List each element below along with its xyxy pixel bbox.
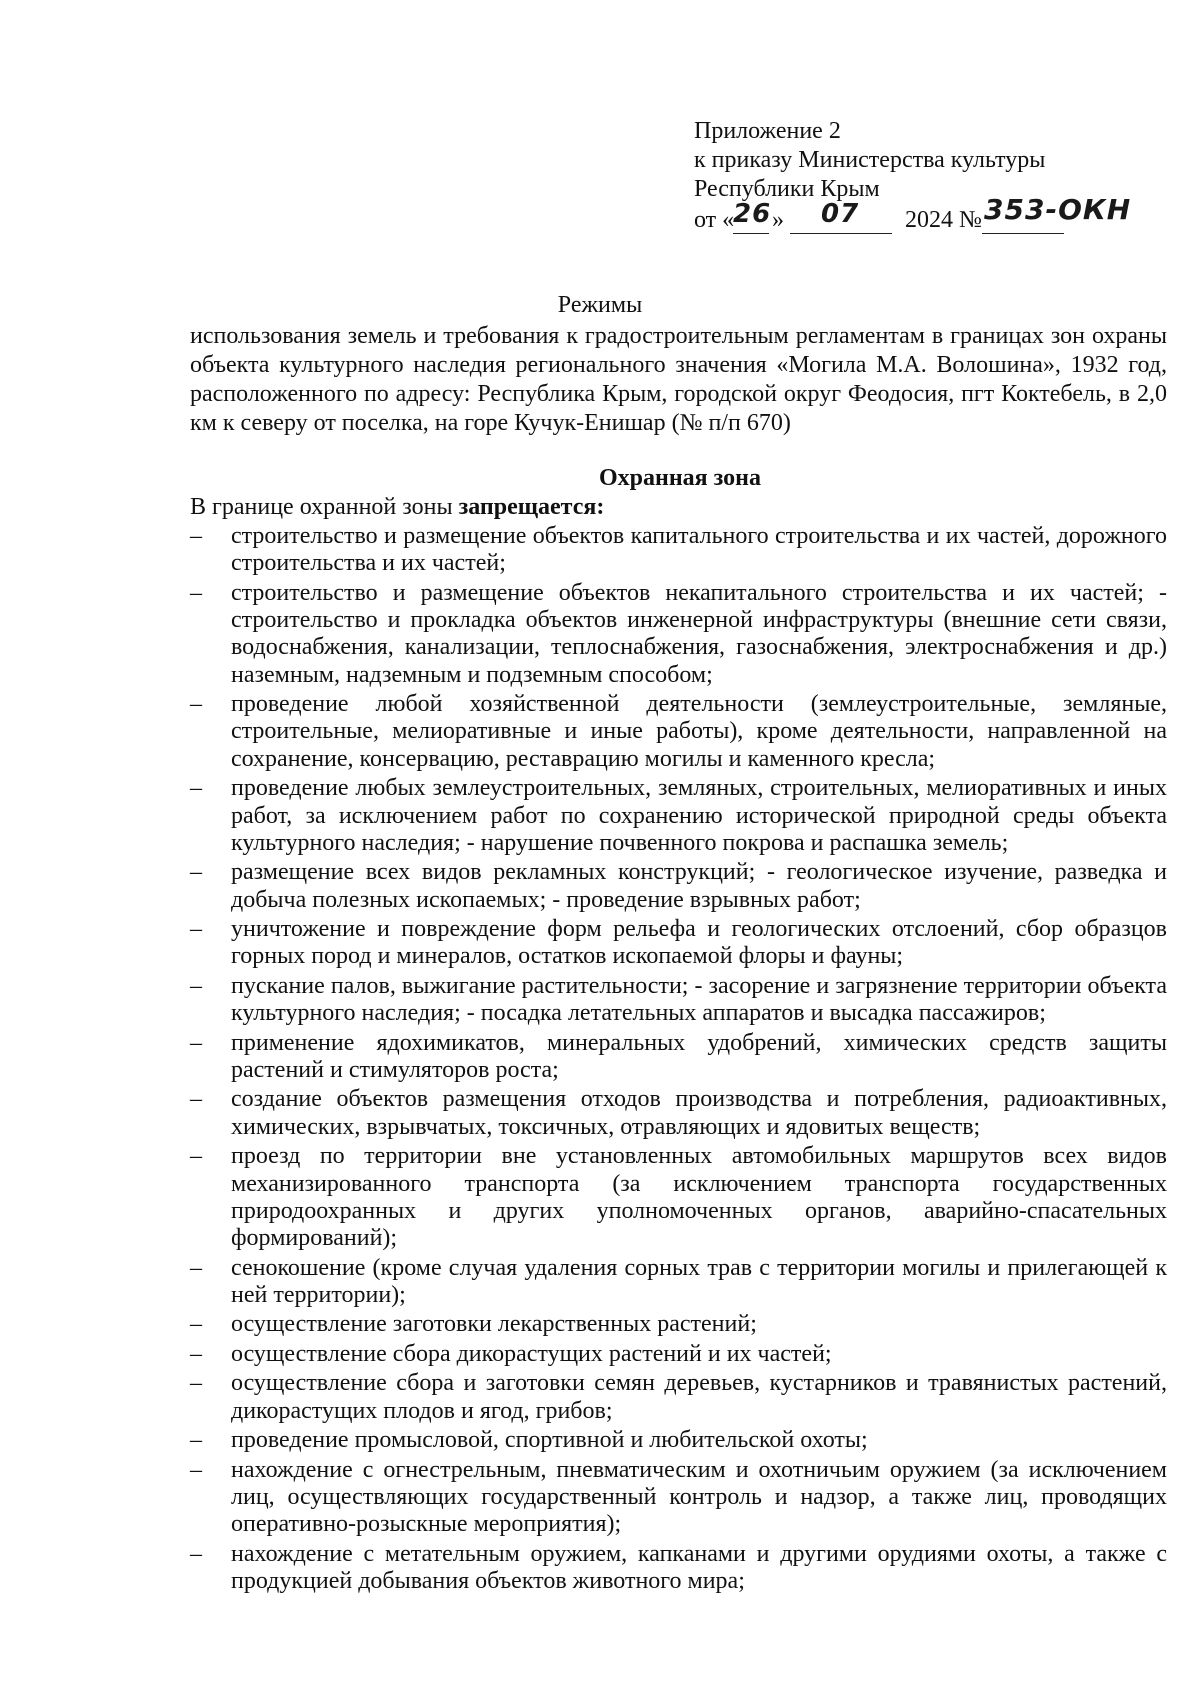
- order-number-handwritten: 353-ОКН: [984, 193, 1132, 226]
- list-dash-marker: –: [190, 916, 202, 943]
- section-title: Охранная зона: [599, 465, 761, 491]
- date-mid: »: [772, 207, 784, 233]
- list-dash-marker: –: [190, 1370, 202, 1397]
- list-dash-marker: –: [190, 523, 202, 549]
- list-dash-marker: –: [190, 972, 202, 999]
- list-dash-marker: –: [190, 1029, 202, 1056]
- section-intro: [190, 494, 604, 521]
- list-item: [190, 523, 1167, 578]
- list-item: [190, 1086, 1167, 1141]
- list-item: [190, 1427, 1167, 1454]
- list-dash-marker: –: [190, 1254, 202, 1281]
- document-title: Режимы: [557, 292, 643, 318]
- list-item-text: нахождение с метательным оружием, капканами и другими орудиями охоты, а также с продукцией добывания объектов животного мира;: [231, 1540, 1167, 1594]
- list-item: [190, 1541, 1167, 1596]
- list-item-text: применение ядохимикатов, минеральных удобрений, химических средств защиты растений и стимуляторов роста;: [231, 1029, 1167, 1083]
- list-item: [190, 1311, 1167, 1338]
- date-day-handwritten: 26: [733, 199, 772, 229]
- list-item-text: строительство и размещение объектов некапитального строительства и их частей; - строительство и прокладка объектов инженерной инфраструктуры (внешние сети связи, водоснабжения, канализации, теплоснабжения, газоснабжения, электроснабжения и др.) наземным, надземным и подземным способом;: [231, 579, 1167, 688]
- list-dash-marker: –: [190, 1311, 202, 1338]
- list-item-text: проведение любой хозяйственной деятельности (землеустроительные, земляные, строительные, мелиоративные и иные работы), кроме деятельности, направленной на сохранение, консервацию, реставрацию могилы и каменного кресла;: [231, 691, 1167, 772]
- intro-text: В границе охранной зоны: [190, 494, 459, 520]
- list-item: [190, 859, 1167, 914]
- list-item-text: проведение любых землеустроительных, земляных, строительных, мелиоративных и иных работ, за исключением работ по сохранению исторической природной среды объекта культурного наследия; - нарушение почвенного покрова и распашка земель;: [231, 775, 1167, 856]
- appendix-line-2: к приказу Министерства культуры: [694, 147, 1046, 173]
- list-dash-marker: –: [190, 1340, 202, 1367]
- list-item: [190, 916, 1167, 971]
- list-dash-marker: –: [190, 859, 202, 886]
- list-item-text: размещение всех видов рекламных конструкций; - геологическое изучение, разведка и добыча полезных ископаемых; - проведение взрывных работ;: [231, 859, 1167, 913]
- appendix-line-3: Республики Крым: [694, 176, 880, 202]
- document-subtitle: использования земель и требования к градостроительным регламентам в границах зон охраны объекта культурного наследия регионального значения «Могила М.А. Волошина», 1932 год, расположенного по адресу: Республика Крым, городской округ Феодосия, пгт Коктебель, в 2,0 км к северу от поселка, на горе Кучук-Енишар (№ п/п 670): [190, 323, 1167, 436]
- number-underline: [982, 233, 1064, 234]
- list-item-text: осуществление сбора дикорастущих растений и их частей;: [231, 1340, 832, 1367]
- month-underline: [790, 233, 892, 234]
- prohibition-list: [190, 523, 1167, 1597]
- list-item-text: нахождение с огнестрельным, пневматическим и охотничьим оружием (за исключением лиц, осуществляющих государственный контроль и надзор, а также лиц, проводящих оперативно-розыскные мероприятия);: [231, 1456, 1167, 1538]
- list-item: [190, 1030, 1167, 1085]
- list-item-text: сенокошение (кроме случая удаления сорных трав с территории могилы и прилегающей к ней территории);: [231, 1254, 1167, 1308]
- list-dash-marker: –: [190, 1456, 202, 1483]
- list-dash-marker: –: [190, 1143, 202, 1170]
- list-item: [190, 1255, 1167, 1310]
- list-item-text: проведение промысловой, спортивной и любительской охоты;: [231, 1427, 868, 1454]
- list-dash-marker: –: [190, 1427, 202, 1454]
- list-item: [190, 775, 1167, 857]
- date-year-number-label: 2024 №: [905, 207, 982, 233]
- list-item: [190, 973, 1167, 1028]
- list-item-text: создание объектов размещения отходов производства и потребления, радиоактивных, химических, взрывчатых, токсичных, отравляющих и ядовитых веществ;: [231, 1086, 1167, 1140]
- intro-bold: запрещается:: [458, 494, 605, 520]
- list-item: [190, 1457, 1167, 1539]
- list-dash-marker: –: [190, 1086, 202, 1113]
- list-item-text: пускание палов, выжигание растительности; - засорение и загрязнение территории объекта культурного наследия; - посадка летательных аппаратов и высадка пассажиров;: [231, 972, 1167, 1027]
- list-dash-marker: –: [190, 1540, 202, 1567]
- list-item: [190, 1370, 1167, 1425]
- list-item: [190, 580, 1167, 689]
- list-dash-marker: –: [190, 691, 202, 718]
- day-underline: [733, 233, 769, 234]
- list-item-text: осуществление сбора и заготовки семян деревьев, кустарников и травянистых растений, дикорастущих плодов и ягод, грибов;: [231, 1370, 1167, 1424]
- list-dash-marker: –: [190, 579, 202, 606]
- appendix-line-1: Приложение 2: [694, 118, 841, 144]
- list-dash-marker: –: [190, 775, 202, 802]
- date-prefix: от «: [694, 207, 735, 233]
- list-item-text: уничтожение и повреждение форм рельефа и геологических отслоений, сбор образцов горных пород и минералов, остатков ископаемой флоры и фауны;: [231, 916, 1167, 970]
- list-item: [190, 1341, 1167, 1368]
- list-item-text: строительство и размещение объектов капитального строительства и их частей, дорожного строительства и их частей;: [231, 523, 1167, 577]
- order-date-line: [694, 193, 1164, 238]
- list-item-text: проезд по территории вне установленных автомобильных маршрутов всех видов механизированного транспорта (за исключением транспорта государственных природоохранных и других уполномоченных органов, аварийно-спасательных формирований);: [231, 1143, 1167, 1252]
- list-item-text: осуществление заготовки лекарственных растений;: [231, 1311, 757, 1338]
- list-item: [190, 1143, 1167, 1252]
- date-month-handwritten: 07: [821, 199, 860, 229]
- appendix-header: [694, 117, 1164, 238]
- list-item: [190, 691, 1167, 773]
